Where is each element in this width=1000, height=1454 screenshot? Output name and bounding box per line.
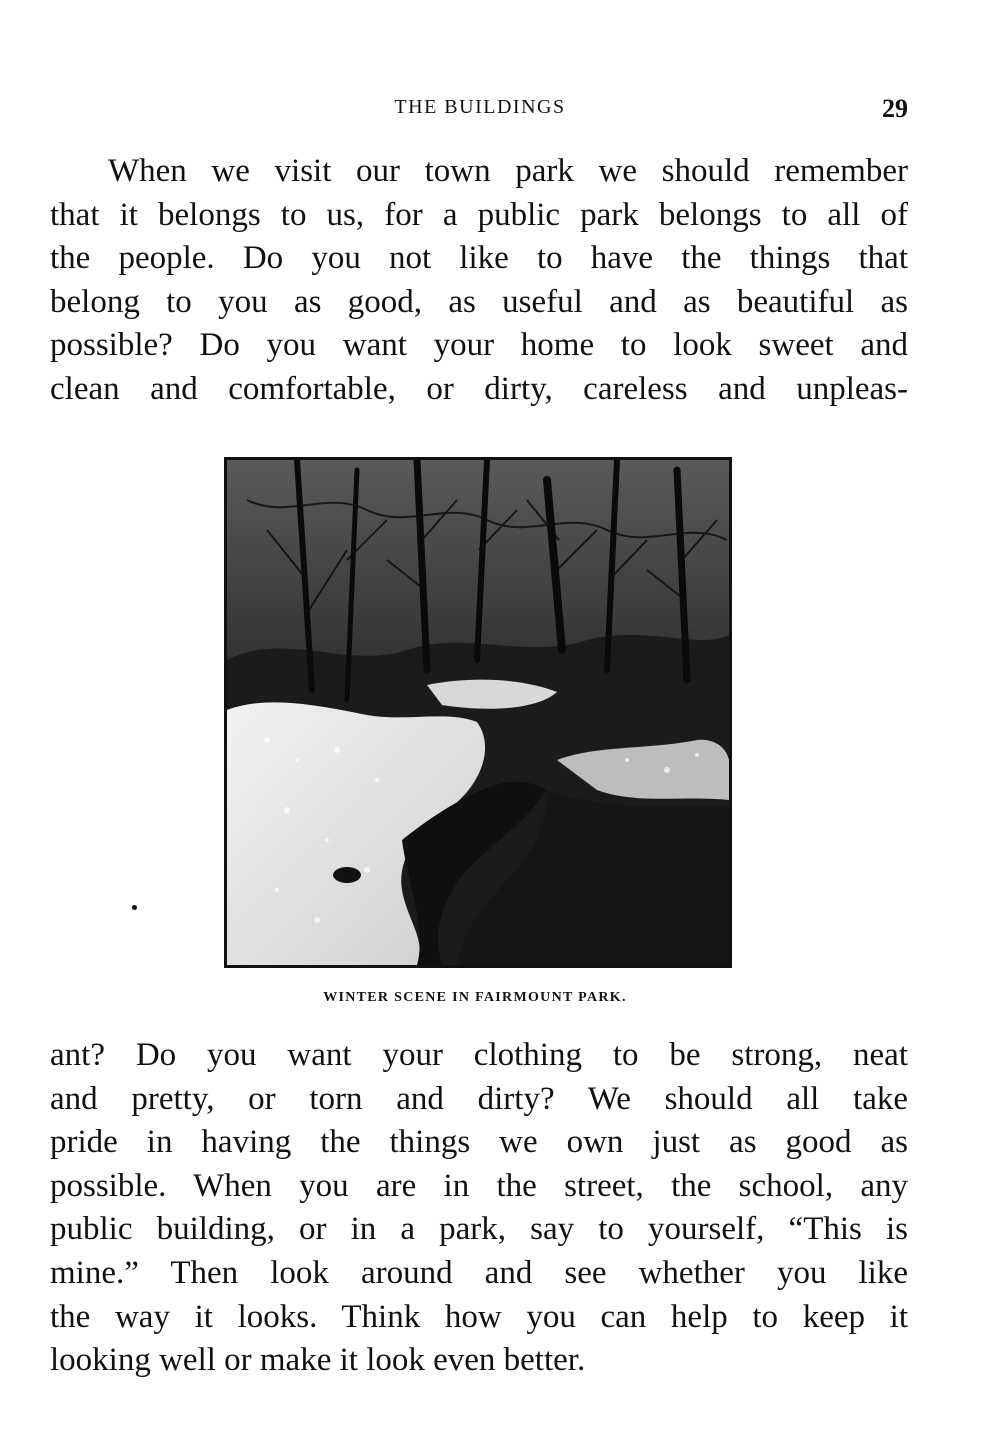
text-line: public building, or in a park, say to yourself, “This is — [50, 1211, 908, 1248]
print-speck — [132, 905, 137, 910]
text-line: ant? Do you want your clothing to be strong, neat — [50, 1037, 908, 1073]
photograph-illustration — [227, 460, 729, 965]
text-line: possible? Do you want your home to look sweet and — [50, 327, 908, 364]
text-line: clean and comfortable, or dirty, careless and unpleas- — [50, 370, 908, 407]
page-number: 29 — [882, 94, 908, 123]
text-line: the way it looks. Think how you can help to keep it — [50, 1298, 908, 1335]
paragraph-bottom — [50, 1034, 908, 1383]
running-title: THE BUILDINGS — [394, 96, 566, 118]
text-line: mine.” Then look around and see whether you like — [50, 1254, 908, 1291]
text-line: possible. When you are in the street, the school, any — [50, 1167, 908, 1204]
text-line: belong to you as good, as useful and as beautiful as — [50, 283, 908, 320]
running-header — [0, 96, 1000, 124]
text-line: When we visit our town park we should remember — [108, 153, 908, 189]
text-line: that it belongs to us, for a public park belongs to all of — [50, 196, 908, 233]
text-line: and pretty, or torn and dirty? We should all take — [50, 1080, 908, 1117]
text-line: pride in having the things we own just as good as — [50, 1124, 908, 1161]
paragraph-top — [50, 150, 908, 412]
text-line: looking well or make it look even better. — [50, 1342, 586, 1379]
text-line: the people. Do you not like to have the things that — [50, 240, 908, 277]
figure-caption: WINTER SCENE IN FAIRMOUNT PARK. — [323, 990, 627, 1005]
winter-scene-photograph — [224, 457, 732, 968]
